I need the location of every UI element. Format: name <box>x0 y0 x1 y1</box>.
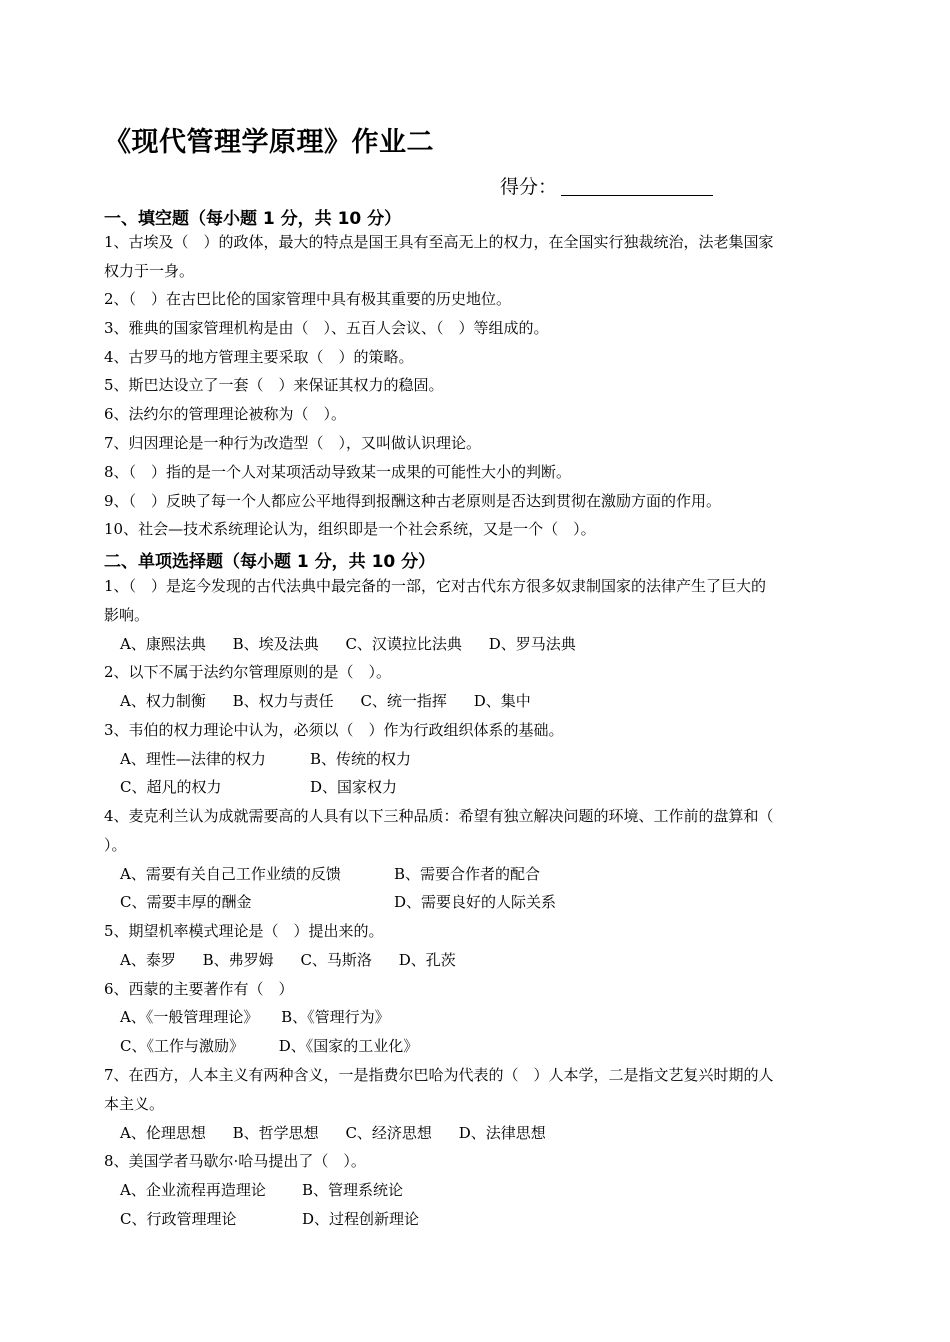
option-b: B、弗罗姆 <box>202 951 274 969</box>
question-text: 7、归因理论是一种行为改造型（ ），又叫做认识理论。 <box>104 434 482 452</box>
question-text: 2、以下不属于法约尔管理原则的是（ ）。 <box>104 663 392 681</box>
option-row <box>120 892 556 912</box>
question-text: 1、（ ）是迄今发现的古代法典中最完备的一部，它对古代东方很多奴隶制国家的法律产生了巨大的 <box>104 577 767 595</box>
option-d: D、孔茨 <box>398 951 456 969</box>
option-d: D、需要良好的人际关系 <box>394 893 557 911</box>
option-b: B、哲学思想 <box>232 1124 319 1142</box>
question-text: ）。 <box>104 836 127 854</box>
question-text: 本主义。 <box>104 1095 165 1113</box>
option-row <box>120 749 411 769</box>
question-text: 1、古埃及（ ）的政体，最大的特点是国王具有至高无上的权力，在全国实行独裁统治，法老集国家 <box>104 233 774 251</box>
option-d: D、集中 <box>473 692 531 710</box>
option-d: D、法律思想 <box>458 1124 546 1142</box>
question-text: 7、在西方，人本主义有两种含义，一是指费尔巴哈为代表的（ ）人本学，二是指文艺复兴时期的人 <box>104 1066 774 1084</box>
question-text: 3、韦伯的权力理论中认为，必须以（ ）作为行政组织体系的基础。 <box>104 721 564 739</box>
option-b: B、传统的权力 <box>310 750 412 768</box>
option-a: A、需要有关自己工作业绩的反馈 <box>120 865 341 883</box>
option-c: C、需要丰厚的酬金 <box>120 893 252 911</box>
question-text: 6、西蒙的主要著作有（ ） <box>104 980 294 998</box>
option-a: A、企业流程再造理论 <box>120 1181 266 1199</box>
option-c: C、超凡的权力 <box>120 778 222 796</box>
option-a: A、康熙法典 <box>120 635 206 653</box>
option-row <box>120 950 456 970</box>
option-a: A、伦理思想 <box>120 1124 206 1142</box>
section-heading-fill-in: 一、填空题（每小题 1 分，共 10 分） <box>104 209 402 229</box>
option-c: C、经济思想 <box>345 1124 432 1142</box>
option-b: B、《管理行为》 <box>281 1008 390 1026</box>
question-text: 9、（ ）反映了每一个人都应公平地得到报酬这种古老原则是否达到贯彻在激励方面的作用。 <box>104 492 722 510</box>
option-c: C、《工作与激励》 <box>120 1037 244 1055</box>
option-d: D、罗马法典 <box>488 635 576 653</box>
option-b: B、权力与责任 <box>232 692 334 710</box>
question-text: 6、法约尔的管理理论被称为（ ）。 <box>104 405 347 423</box>
section-heading-multiple-choice: 二、单项选择题（每小题 1 分，共 10 分） <box>104 552 436 572</box>
option-c: C、统一指挥 <box>360 692 447 710</box>
option-a: A、《一般管理理论》 <box>120 1008 259 1026</box>
question-text: 3、雅典的国家管理机构是由（ ）、五百人会议、（ ）等组成的。 <box>104 319 549 337</box>
option-b: B、埃及法典 <box>232 635 319 653</box>
document-title: 《现代管理学原理》作业二 <box>104 127 434 158</box>
score-label: 得分： <box>500 176 558 198</box>
option-row <box>120 634 576 654</box>
question-text: 8、美国学者马歇尔·哈马提出了（ ）。 <box>104 1152 366 1170</box>
score-blank-line <box>561 177 713 196</box>
option-b: B、需要合作者的配合 <box>394 865 541 883</box>
option-a: A、泰罗 <box>120 951 176 969</box>
option-row <box>120 1036 418 1056</box>
option-row <box>120 777 397 797</box>
option-c: C、汉谟拉比法典 <box>345 635 462 653</box>
option-d: D、国家权力 <box>310 778 398 796</box>
option-d: D、《国家的工业化》 <box>278 1037 419 1055</box>
question-text: 4、麦克利兰认为成就需要高的人具有以下三种品质：希望有独立解决问题的环境、工作前的盘算和（ <box>104 807 774 825</box>
option-d: D、过程创新理论 <box>302 1210 420 1228</box>
option-row <box>120 1123 546 1143</box>
option-row <box>120 1180 403 1200</box>
question-text: 5、斯巴达设立了一套（ ）来保证其权力的稳固。 <box>104 376 444 394</box>
option-a: A、理性—法律的权力 <box>120 750 266 768</box>
question-text: 8、（ ）指的是一个人对某项活动导致某一成果的可能性大小的判断。 <box>104 463 572 481</box>
option-c: C、马斯洛 <box>300 951 372 969</box>
question-text: 影响。 <box>104 606 150 624</box>
option-a: A、权力制衡 <box>120 692 206 710</box>
question-text: 10、社会—技术系统理论认为，组织即是一个社会系统，又是一个（ ）。 <box>104 520 596 538</box>
question-text: 2、（ ）在古巴比伦的国家管理中具有极其重要的历史地位。 <box>104 290 512 308</box>
question-text: 4、古罗马的地方管理主要采取（ ）的策略。 <box>104 348 414 366</box>
option-row <box>120 691 531 711</box>
question-text: 权力于一身。 <box>104 262 195 280</box>
score-field <box>500 172 713 199</box>
question-text: 5、期望机率模式理论是（ ）提出来的。 <box>104 922 384 940</box>
option-row <box>120 1007 390 1027</box>
option-c: C、行政管理理论 <box>120 1210 237 1228</box>
option-b: B、管理系统论 <box>302 1181 404 1199</box>
option-row <box>120 1209 419 1229</box>
option-row <box>120 864 540 884</box>
